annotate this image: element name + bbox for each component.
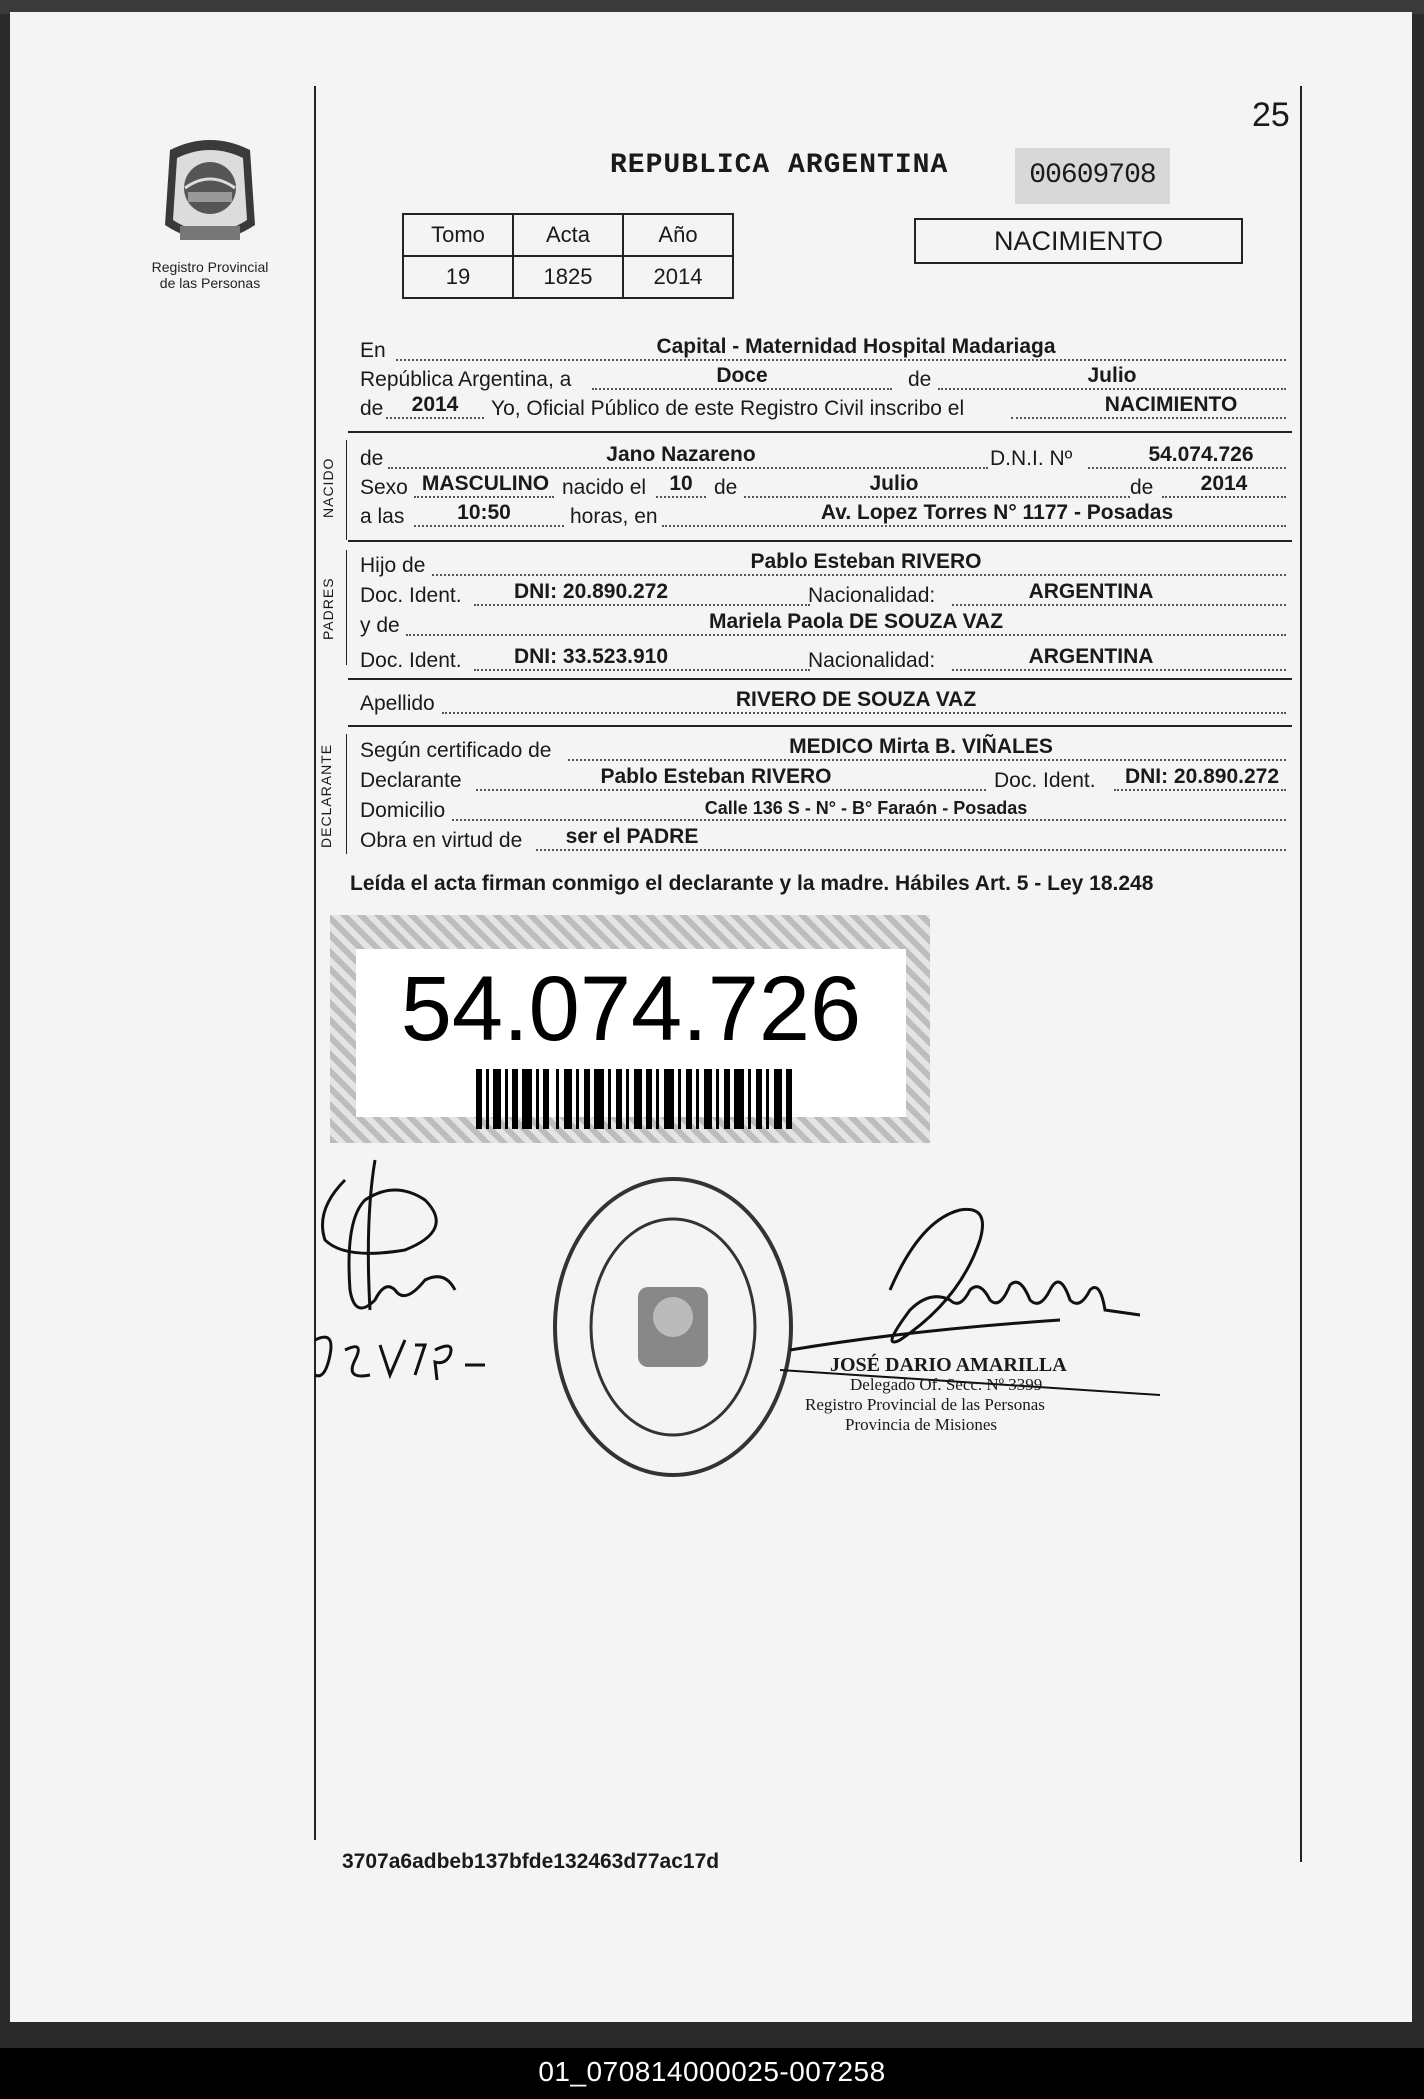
label-horas-en: horas, en [570, 505, 658, 528]
line-surname [356, 688, 1291, 718]
label-de: de [714, 476, 738, 499]
label-doc-ident: Doc. Ident. [360, 584, 462, 607]
label-en: En [360, 339, 386, 362]
dotted-leader [414, 496, 554, 498]
section-bracket [346, 734, 347, 854]
label-a-las: a las [360, 505, 405, 528]
value-dia-nac: 10 [669, 472, 693, 495]
line-father [356, 550, 1291, 580]
record-type-box: NACIMIENTO [914, 218, 1243, 264]
label-declarante: Declarante [360, 769, 462, 792]
label-nacionalidad: Nacionalidad: [808, 584, 936, 607]
section-label-padres: PADRES [320, 577, 336, 640]
dotted-leader [396, 359, 1286, 361]
dotted-leader [952, 669, 1286, 671]
value-lugar-nac: Av. Lopez Torres N° 1177 - Posadas [820, 501, 1174, 524]
dotted-leader [744, 496, 1130, 498]
dotted-leader [386, 417, 484, 419]
dotted-leader [1011, 417, 1286, 419]
dni-sticker-label [356, 949, 906, 1117]
record-table-value-row [403, 256, 733, 298]
label-dni: D.N.I. Nº [990, 447, 1073, 470]
line-name [356, 443, 1291, 473]
signature-block [805, 1355, 1105, 1435]
handwritten-signature [305, 1140, 505, 1410]
official-registry: Registro Provincial de las Personas [805, 1395, 1045, 1414]
record-table-cell: 1825 [513, 256, 623, 298]
label-de: de [1130, 476, 1154, 499]
line-time-place [356, 501, 1291, 531]
value-sexo: MASCULINO [421, 472, 550, 495]
dotted-leader [432, 574, 1286, 576]
label-sexo: Sexo [360, 476, 408, 499]
record-table-cell: 2014 [623, 256, 733, 298]
dotted-leader [536, 849, 1286, 851]
dotted-leader [592, 388, 892, 390]
value-madre: Mariela Paola DE SOUZA VAZ [708, 610, 1004, 633]
section-bracket [346, 550, 347, 665]
label-domicilio: Domicilio [360, 799, 446, 822]
dotted-leader [474, 669, 810, 671]
label-y-de: y de [360, 614, 400, 637]
value-tipo-inscripcion: NACIMIENTO [1104, 393, 1238, 416]
value-dia-texto: Doce [716, 364, 768, 387]
section-bracket [346, 440, 347, 540]
label-segun-cert: Según certificado de [360, 739, 552, 762]
value-anio: 2014 [411, 393, 459, 416]
page-number: 25 [1252, 96, 1290, 134]
logo-caption-line2: de las Personas [159, 275, 261, 291]
label-de: de [908, 368, 932, 391]
document-hash: 3707a6adbeb137bfde132463d77ac17d [342, 1850, 720, 1873]
line-father-doc [356, 580, 1291, 610]
serial-number: 00609708 [1015, 148, 1170, 204]
value-obra: ser el PADRE [565, 825, 699, 848]
label-yo-oficial: Yo, Oficial Público de este Registro Civil inscribo el [491, 397, 965, 420]
dotted-leader [414, 525, 564, 527]
registry-logo [140, 130, 280, 291]
reading-statement: Leída el acta firman conmigo el declarante y la madre. Hábiles Art. 5 - Ley 18.248 [350, 872, 1154, 895]
value-certificado: MEDICO Mirta B. VIÑALES [789, 735, 1053, 758]
record-table-header: Tomo [403, 214, 513, 256]
document-title: REPUBLICA ARGENTINA [610, 150, 949, 181]
line-sex-birth [356, 472, 1291, 502]
line-mother-doc [356, 645, 1291, 675]
right-margin-rule [1300, 86, 1302, 1862]
value-padre-doc: DNI: 20.890.272 [513, 580, 669, 603]
scan-footer-id: 01_070814000025-007258 [538, 2056, 886, 2087]
value-hora: 10:50 [457, 501, 511, 524]
line-declarant [356, 765, 1291, 795]
value-padre: Pablo Esteban RIVERO [750, 550, 982, 573]
line-inscription [356, 393, 1291, 423]
label-hijo-de: Hijo de [360, 554, 426, 577]
line-mother [356, 610, 1291, 640]
value-mes-nac: Julio [869, 472, 919, 495]
official-province: Provincia de Misiones [845, 1415, 998, 1434]
value-padre-nac: ARGENTINA [1028, 580, 1154, 603]
label-obra: Obra en virtud de [360, 829, 523, 852]
dotted-leader [656, 496, 706, 498]
value-declarante-doc: DNI: 20.890.272 [1124, 765, 1280, 788]
dotted-leader [938, 388, 1286, 390]
dotted-leader [952, 604, 1286, 606]
dotted-leader [1114, 789, 1286, 791]
record-table-cell: 19 [403, 256, 513, 298]
dotted-leader [476, 789, 986, 791]
logo-caption-line1: Registro Provincial [151, 259, 269, 275]
value-anio-nac: 2014 [1200, 472, 1248, 495]
value-nombre: Jano Nazareno [606, 443, 756, 466]
value-domicilio: Calle 136 S - N° - B° Faraón - Posadas [704, 798, 1028, 818]
section-divider [348, 678, 1292, 680]
section-divider [348, 725, 1292, 727]
label-de: de [360, 447, 384, 470]
line-obra [356, 825, 1291, 855]
value-madre-nac: ARGENTINA [1028, 645, 1154, 668]
record-table-header: Año [623, 214, 733, 256]
line-place [356, 335, 1291, 365]
dotted-leader [474, 604, 810, 606]
label-apellido: Apellido [360, 692, 435, 715]
dotted-leader [452, 819, 1286, 821]
line-address [356, 795, 1291, 825]
dni-sticker [330, 915, 930, 1143]
section-label-declarante: DECLARANTE [318, 743, 334, 848]
dotted-leader [406, 634, 1286, 636]
dotted-leader [1088, 467, 1286, 469]
record-table-header: Acta [513, 214, 623, 256]
label-republica: República Argentina, a [360, 368, 572, 391]
section-divider [348, 540, 1292, 542]
label-de: de [360, 397, 384, 420]
section-divider [348, 431, 1292, 433]
dotted-leader [662, 525, 1286, 527]
label-doc-ident: Doc. Ident. [360, 649, 462, 672]
label-nacionalidad: Nacionalidad: [808, 649, 936, 672]
value-lugar: Capital - Maternidad Hospital Madariaga [656, 335, 1056, 358]
line-date [356, 364, 1291, 394]
line-certificate [356, 735, 1291, 765]
record-table-header-row [403, 214, 733, 256]
value-declarante: Pablo Esteban RIVERO [600, 765, 832, 788]
official-name: JOSÉ DARIO AMARILLA [830, 1354, 1067, 1376]
value-mes: Julio [1087, 364, 1137, 387]
label-doc-ident: Doc. Ident. [994, 769, 1096, 792]
dotted-leader [568, 759, 1286, 761]
dni-sticker-number: 54.074.726 [400, 958, 862, 1060]
left-margin-rule [314, 86, 316, 1840]
section-label-nacido: NACIDO [320, 457, 336, 518]
label-nacido-el: nacido el [562, 476, 647, 499]
dotted-leader [388, 467, 988, 469]
barcode-icon [476, 1069, 796, 1129]
value-madre-doc: DNI: 33.523.910 [513, 645, 669, 668]
value-apellido: RIVERO DE SOUZA VAZ [735, 688, 977, 711]
dotted-leader [1162, 496, 1286, 498]
dotted-leader [442, 712, 1286, 714]
record-table [402, 213, 734, 299]
value-dni: 54.074.726 [1148, 443, 1254, 466]
province-seal-icon [155, 130, 265, 254]
official-title: Delegado Of. Secc. Nº 3399 [850, 1375, 1043, 1394]
